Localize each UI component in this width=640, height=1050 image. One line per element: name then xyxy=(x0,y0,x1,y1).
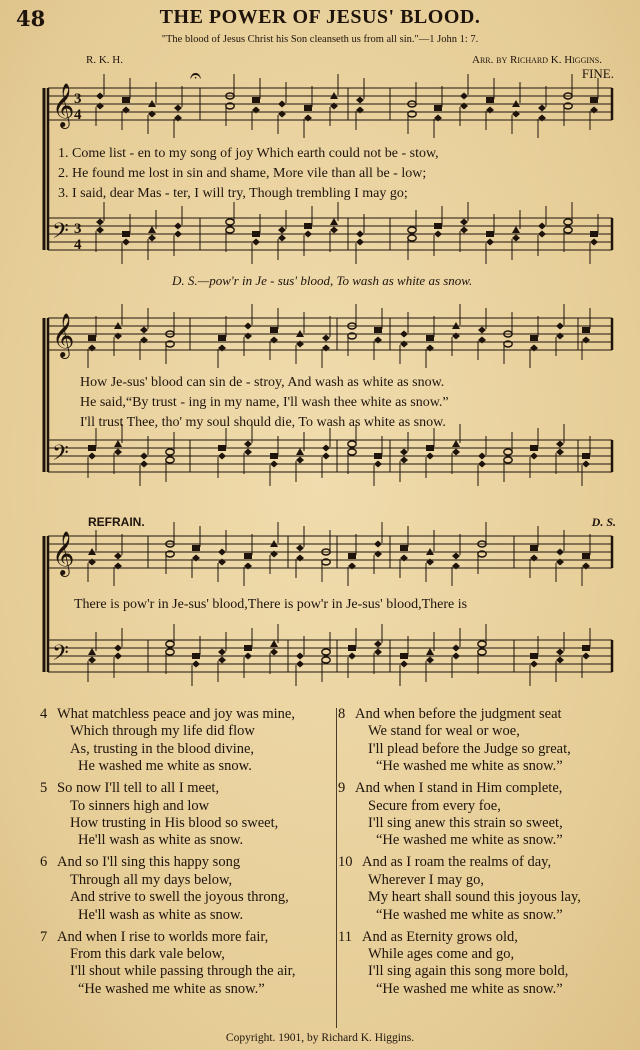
note-head xyxy=(174,231,182,238)
note-head xyxy=(426,648,434,655)
verse-line: What matchless peace and joy was mine, xyxy=(57,706,295,722)
fermata-icon: 𝄐 xyxy=(190,63,202,87)
verse-line: Secure from every foe, xyxy=(368,797,501,814)
note-head xyxy=(218,453,226,460)
verse-line: And when before the judgment seat xyxy=(355,706,562,722)
note-head xyxy=(226,227,234,233)
note-head xyxy=(556,449,564,456)
note-head xyxy=(478,461,486,468)
note-head xyxy=(304,105,312,111)
note-head xyxy=(590,231,598,237)
arranger-credit: Arr. by Richard K. Higgins. xyxy=(472,54,602,66)
time-signature: 4 xyxy=(74,107,82,123)
verse-line: “He washed me white as snow.” xyxy=(376,980,563,997)
verse-11 xyxy=(338,929,634,999)
verses-left-column xyxy=(40,706,336,1003)
note-head xyxy=(434,223,442,229)
verse-line: I'll plead before the Judge so great, xyxy=(368,740,571,757)
verse-line: I'll sing again this song more bold, xyxy=(368,963,569,980)
note-head xyxy=(538,223,546,230)
refrain-label: REFRAIN. xyxy=(88,515,145,529)
note-head xyxy=(408,235,416,241)
note-head xyxy=(582,645,590,651)
note-head xyxy=(582,653,590,660)
note-head xyxy=(512,226,520,233)
note-head xyxy=(192,661,200,668)
note-head xyxy=(348,645,356,651)
note-head xyxy=(582,453,590,459)
verse-9 xyxy=(338,780,634,850)
note-head xyxy=(478,649,486,655)
verse-line: “He washed me white as snow.” xyxy=(78,980,265,997)
note-head xyxy=(374,541,382,548)
note-head xyxy=(166,641,174,647)
note-head xyxy=(88,445,96,451)
note-head xyxy=(582,553,590,559)
note-head xyxy=(330,227,338,234)
note-head xyxy=(296,545,304,552)
note-head xyxy=(452,653,460,660)
verse-6 xyxy=(40,854,336,924)
verse-5 xyxy=(40,780,336,850)
time-signature: 3 xyxy=(74,91,82,107)
note-head xyxy=(400,653,408,659)
note-head xyxy=(226,219,234,225)
note-head xyxy=(374,461,382,468)
note-head xyxy=(564,219,572,225)
lyric-line-s2-2: He said,“By trust - ing in my name, I'll wash thee white as snow.” xyxy=(80,395,449,410)
note-head xyxy=(426,335,434,341)
author-credit: R. K. H. xyxy=(86,54,123,66)
note-head xyxy=(330,218,338,225)
note-head xyxy=(530,453,538,460)
note-head xyxy=(244,323,252,330)
verse-line: So now I'll tell to all I meet, xyxy=(57,780,220,797)
note-head xyxy=(504,449,512,455)
note-head xyxy=(426,453,434,460)
verse-line: He'll wash as white as snow. xyxy=(78,832,244,849)
verse-number: 8 xyxy=(338,706,346,722)
verse-line: While ages come and go, xyxy=(368,946,515,963)
note-head xyxy=(374,649,382,656)
note-head xyxy=(426,445,434,451)
note-head xyxy=(96,219,104,226)
verse-4 xyxy=(40,706,336,776)
verse-line: Wherever I may go, xyxy=(368,871,484,888)
verse-line: And when I rise to worlds more fair, xyxy=(57,928,269,945)
note-head xyxy=(564,227,572,233)
treble-clef: 𝄞 xyxy=(52,83,75,127)
note-head xyxy=(504,457,512,463)
note-head xyxy=(582,327,590,333)
note-head xyxy=(400,545,408,551)
note-head xyxy=(270,640,278,647)
note-head xyxy=(122,231,130,237)
note-head xyxy=(174,105,182,112)
note-head xyxy=(88,657,96,664)
note-head xyxy=(356,239,364,246)
lyric-line-s1-3: 3. I said, dear Mas - ter, I will try, Though trembling I may go; xyxy=(58,186,408,201)
note-head xyxy=(218,549,226,556)
verse-line: And as I roam the realms of day, xyxy=(362,854,552,871)
verse-number: 9 xyxy=(338,780,346,797)
note-head xyxy=(218,657,226,664)
note-head xyxy=(296,457,304,464)
note-head xyxy=(304,223,312,229)
note-head xyxy=(252,231,260,237)
note-head xyxy=(426,657,434,664)
note-head xyxy=(270,453,278,459)
note-head xyxy=(434,231,442,238)
verse-line: As, trusting in the blood divine, xyxy=(70,740,255,757)
note-head xyxy=(218,649,226,656)
note-head xyxy=(252,239,260,246)
note-head xyxy=(270,461,278,468)
note-head xyxy=(192,653,200,659)
note-head xyxy=(374,327,382,333)
verse-line: Which through my life did flow xyxy=(70,723,255,740)
note-head xyxy=(556,649,564,656)
note-head xyxy=(114,449,122,456)
note-head xyxy=(122,97,130,103)
note-head xyxy=(114,553,122,560)
bass-clef: 𝄢 xyxy=(52,441,69,471)
ds-lyric-line: D. S.—pow'r in Je - sus' blood, To wash as white as snow. xyxy=(172,273,473,288)
note-head xyxy=(374,641,382,648)
note-head xyxy=(244,645,252,651)
note-head xyxy=(278,235,286,242)
time-signature: 4 xyxy=(74,237,82,253)
note-head xyxy=(322,445,330,452)
note-head xyxy=(356,231,364,238)
note-head xyxy=(590,239,598,246)
verse-line: To sinners high and low xyxy=(70,797,210,814)
time-signature: 3 xyxy=(74,221,82,237)
treble-clef: 𝄞 xyxy=(52,313,75,357)
note-head xyxy=(486,239,494,246)
verse-line: And when I stand in Him complete, xyxy=(355,780,563,797)
note-head xyxy=(244,553,252,559)
note-head xyxy=(140,461,148,468)
note-head xyxy=(278,101,286,108)
verse-7 xyxy=(40,929,336,999)
note-head xyxy=(356,97,364,104)
note-head xyxy=(88,453,96,460)
note-head xyxy=(166,449,174,455)
note-head xyxy=(556,441,564,448)
note-head xyxy=(538,231,546,238)
note-head xyxy=(452,645,460,652)
note-head xyxy=(530,545,538,551)
verse-line: And as Eternity grows old, xyxy=(362,928,518,945)
note-head xyxy=(460,227,468,234)
verse-line: “He washed me white as snow.” xyxy=(376,906,563,923)
note-head xyxy=(96,227,104,234)
note-head xyxy=(88,648,96,655)
note-head xyxy=(452,553,460,560)
verse-line: How trusting in His blood so sweet, xyxy=(70,815,279,832)
verse-number: 4 xyxy=(40,706,48,722)
verse-line: My heart shall sound this joyous lay, xyxy=(368,889,581,906)
note-head xyxy=(434,105,442,111)
note-head xyxy=(460,93,468,100)
lyric-line-s3-1: There is pow'r in Je-sus' blood,There is pow'r in Je-sus' blood,There is xyxy=(74,597,468,612)
note-head xyxy=(114,645,122,652)
verse-number: 5 xyxy=(40,780,48,797)
note-head xyxy=(486,231,494,237)
note-head xyxy=(88,335,96,341)
note-head xyxy=(400,449,408,456)
note-head xyxy=(296,448,304,455)
verse-number: 6 xyxy=(40,854,48,871)
note-head xyxy=(122,239,130,246)
fine-marking: FINE. xyxy=(581,66,614,81)
note-head xyxy=(512,235,520,242)
column-divider xyxy=(336,708,337,1028)
note-head xyxy=(304,231,312,238)
note-head xyxy=(590,97,598,103)
note-head xyxy=(322,649,330,655)
verse-line: And so I'll sing this happy song xyxy=(57,854,241,871)
verses-right-column xyxy=(338,706,634,1003)
note-head xyxy=(452,449,460,456)
bass-clef: 𝄢 xyxy=(52,641,69,671)
note-head xyxy=(400,661,408,668)
note-head xyxy=(166,457,174,463)
note-head xyxy=(348,449,356,455)
lyric-line-s2-3: I'll trust Thee, tho' my soul should die, To wash as white as snow. xyxy=(80,415,446,430)
lyric-line-s2-1: How Je-sus' blood can sin de - stroy, And wash as white as snow. xyxy=(80,375,445,390)
note-head xyxy=(174,223,182,230)
verse-line: From this dark vale below, xyxy=(70,946,225,963)
verse-number: 11 xyxy=(338,928,352,945)
note-head xyxy=(296,661,304,668)
note-head xyxy=(556,549,564,556)
note-head xyxy=(166,649,174,655)
note-head xyxy=(530,661,538,668)
scripture-reference: "The blood of Jesus Christ his Son cleanseth us from all sin."—1 John 1: 7. xyxy=(161,34,479,45)
copyright-notice: Copyright. 1901, by Richard K. Higgins. xyxy=(225,1032,415,1044)
verse-line: I'll shout while passing through the air, xyxy=(70,963,296,980)
note-head xyxy=(148,226,156,233)
note-head xyxy=(460,219,468,226)
note-head xyxy=(348,553,356,559)
note-head xyxy=(400,331,408,338)
verse-10 xyxy=(338,854,634,924)
note-head xyxy=(148,235,156,242)
verse-line: And strive to swell the joyous throng, xyxy=(70,889,289,906)
note-head xyxy=(140,453,148,460)
bass-clef: 𝄢 xyxy=(52,219,69,249)
note-head xyxy=(478,453,486,460)
note-head xyxy=(114,653,122,660)
note-head xyxy=(244,441,252,448)
note-head xyxy=(96,93,104,100)
note-head xyxy=(530,445,538,451)
lyric-line-s1-1: 1. Come list - en to my song of joy Which earth could not be - stow, xyxy=(58,146,439,161)
page-number: 48 xyxy=(16,6,46,31)
note-head xyxy=(478,327,486,334)
note-head xyxy=(486,97,494,103)
hymn-title: THE POWER OF JESUS' BLOOD. xyxy=(159,6,481,28)
verse-line: I'll sing anew this strain so sweet, xyxy=(368,815,563,832)
verse-number: 10 xyxy=(338,854,353,871)
note-head xyxy=(252,97,260,103)
note-head xyxy=(192,545,200,551)
note-head xyxy=(538,105,546,112)
verse-line: We stand for weal or woe, xyxy=(368,723,520,740)
note-head xyxy=(322,657,330,663)
lyric-line-s1-2: 2. He found me lost in sin and shame, More vile than all be - low; xyxy=(58,166,427,181)
verse-line: Through all my days below, xyxy=(70,871,233,888)
note-head xyxy=(322,453,330,460)
ds-marking: D. S. xyxy=(591,515,616,529)
note-head xyxy=(374,453,382,459)
note-head xyxy=(400,457,408,464)
note-head xyxy=(218,445,226,451)
note-head xyxy=(530,653,538,659)
note-head xyxy=(348,441,356,447)
note-head xyxy=(408,227,416,233)
note-head xyxy=(278,227,286,234)
verse-8 xyxy=(338,706,634,776)
note-head xyxy=(270,327,278,333)
verse-number: 7 xyxy=(40,928,48,945)
note-head xyxy=(582,461,590,468)
verse-line: “He washed me white as snow.” xyxy=(376,758,563,775)
note-head xyxy=(348,653,356,660)
note-head xyxy=(296,653,304,660)
note-head xyxy=(322,335,330,342)
note-head xyxy=(140,327,148,334)
verse-line: “He washed me white as snow.” xyxy=(376,832,563,849)
verse-line: He'll wash as white as snow. xyxy=(78,906,244,923)
verse-line: He washed me white as snow. xyxy=(78,758,252,775)
note-head xyxy=(114,440,122,447)
note-head xyxy=(530,335,538,341)
note-head xyxy=(452,440,460,447)
note-head xyxy=(244,449,252,456)
note-head xyxy=(244,653,252,660)
note-head xyxy=(270,649,278,656)
note-head xyxy=(556,323,564,330)
note-head xyxy=(478,641,486,647)
note-head xyxy=(556,657,564,664)
note-head xyxy=(218,335,226,341)
treble-clef: 𝄞 xyxy=(52,531,75,575)
